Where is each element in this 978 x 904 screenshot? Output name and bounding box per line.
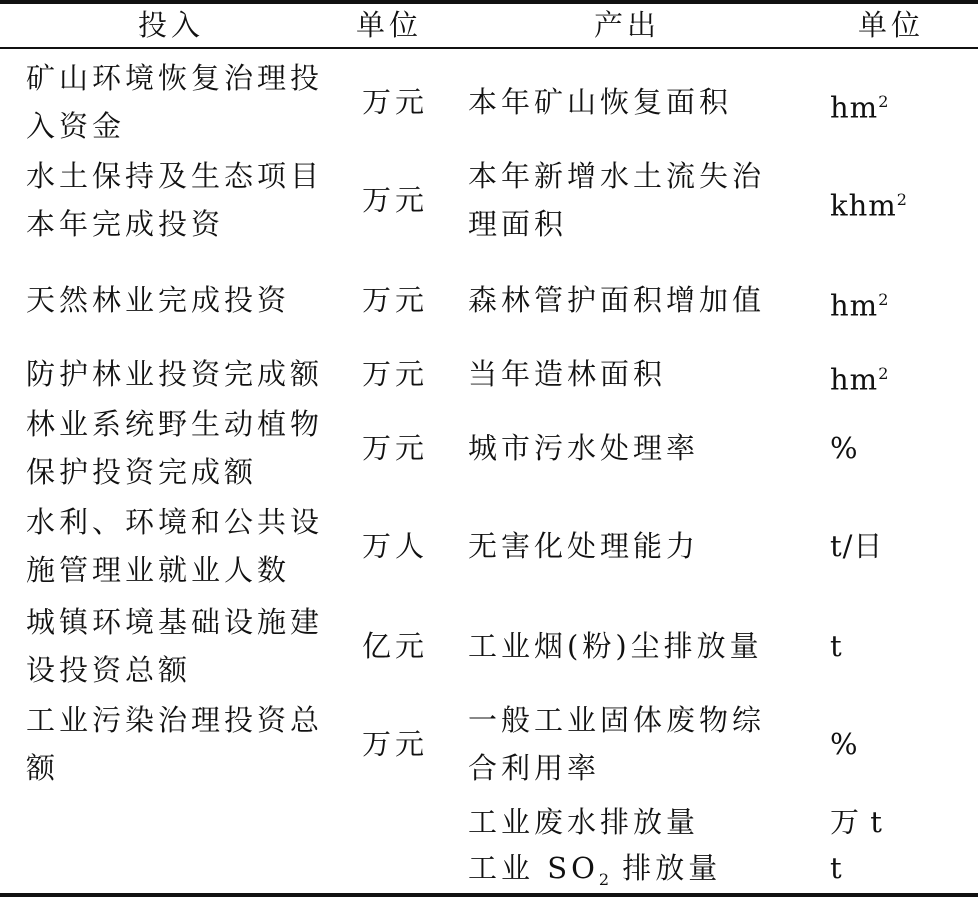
input-unit: 万元 bbox=[362, 727, 429, 761]
output-text: 工业废水排放量 bbox=[468, 805, 700, 839]
input-cell bbox=[26, 152, 323, 248]
header-output: 产出 bbox=[594, 8, 661, 42]
input-text: 天然林业完成投资 bbox=[26, 283, 291, 317]
input-text: 防护林业投资完成额 bbox=[26, 357, 324, 391]
input-text: 水土保持及生态项目 bbox=[26, 159, 324, 193]
input-cell bbox=[26, 400, 323, 496]
input-text: 工业污染治理投资总 bbox=[26, 703, 324, 737]
output-unit: $hm^2$ bbox=[830, 288, 889, 323]
input-cell bbox=[26, 598, 323, 694]
output-unit: t/日 bbox=[830, 529, 884, 563]
output-unit: $hm^2$ bbox=[830, 90, 889, 125]
output-unit: % bbox=[830, 431, 859, 465]
input-text: 城镇环境基础设施建 bbox=[26, 605, 324, 639]
input-text: 矿山环境恢复治理投 bbox=[26, 61, 324, 95]
output-text: 本年新增水土流失治 bbox=[468, 159, 766, 193]
input-text: 本年完成投资 bbox=[26, 207, 225, 241]
input-unit: 亿元 bbox=[362, 629, 429, 663]
input-unit: 万元 bbox=[362, 431, 429, 465]
output-text: 合利用率 bbox=[468, 751, 601, 785]
header-input-unit: 单位 bbox=[356, 8, 423, 42]
input-text: 入资金 bbox=[26, 109, 126, 143]
output-unit: t bbox=[830, 629, 843, 663]
input-unit: 万人 bbox=[362, 529, 429, 563]
output-text: 本年矿山恢复面积 bbox=[468, 85, 733, 119]
output-cell bbox=[468, 696, 765, 792]
output-text: 城市污水处理率 bbox=[468, 431, 700, 465]
output-text: 工业 $SO_2$ 排放量 bbox=[468, 851, 722, 889]
output-unit: $hm^2$ bbox=[830, 362, 889, 397]
input-text: 林业系统野生动植物 bbox=[26, 407, 324, 441]
input-text: 额 bbox=[26, 751, 60, 785]
output-text: 工业烟(粉)尘排放量 bbox=[468, 629, 763, 663]
output-unit: t bbox=[830, 851, 843, 885]
header-input: 投入 bbox=[138, 8, 205, 42]
input-text: 水利、环境和公共设 bbox=[26, 505, 324, 539]
header-output-unit: 单位 bbox=[858, 8, 925, 42]
output-cell bbox=[468, 152, 765, 248]
output-text: 无害化处理能力 bbox=[468, 529, 700, 563]
input-cell bbox=[26, 498, 323, 594]
output-text: 当年造林面积 bbox=[468, 357, 667, 391]
input-unit: 万元 bbox=[362, 357, 429, 391]
input-text: 施管理业就业人数 bbox=[26, 553, 291, 587]
input-text: 保护投资完成额 bbox=[26, 455, 258, 489]
input-unit: 万元 bbox=[362, 183, 429, 217]
input-text: 设投资总额 bbox=[26, 653, 192, 687]
output-text: 一般工业固体废物综 bbox=[468, 703, 766, 737]
input-cell bbox=[26, 54, 323, 150]
input-unit: 万元 bbox=[362, 85, 429, 119]
input-cell bbox=[26, 696, 323, 792]
output-unit: khm$^2$ bbox=[830, 188, 907, 223]
output-unit: 万 t bbox=[830, 805, 883, 839]
input-unit: 万元 bbox=[362, 283, 429, 317]
output-unit: % bbox=[830, 727, 859, 761]
output-text: 森林管护面积增加值 bbox=[468, 283, 766, 317]
output-text: 理面积 bbox=[468, 207, 568, 241]
